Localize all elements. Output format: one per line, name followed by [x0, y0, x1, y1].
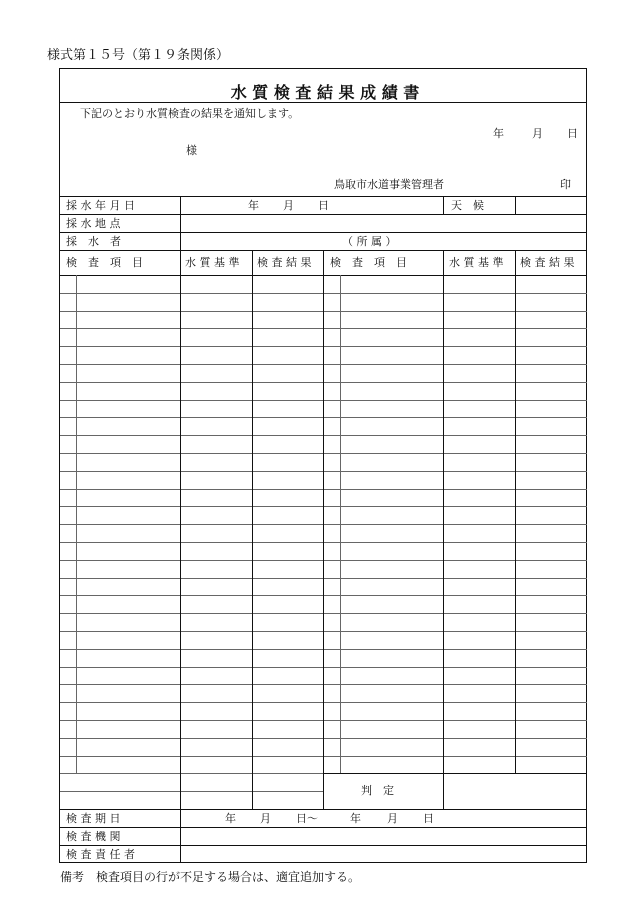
judgment-label: 判 定 [361, 784, 394, 797]
notice-intro: 下記のとおり水質検査の結果を通知します。 [80, 107, 300, 120]
table-column-line [515, 250, 516, 275]
row-number-column-line [340, 275, 341, 773]
form-number: 様式第１５号（第１９条関係） [47, 48, 230, 63]
col-header-item-right: 検 査 項 目 [330, 256, 407, 269]
table-center-divider [323, 250, 324, 809]
row-line [60, 827, 587, 828]
table-column-line [180, 250, 181, 809]
inspection-period-label: 検 査 期 日 [66, 812, 121, 825]
period-month-end: 月 [387, 812, 398, 825]
table-column-line [252, 250, 253, 809]
document-title: 水 質 検 査 結 果 成 績 書 [230, 83, 420, 102]
title-divider [60, 102, 587, 103]
row-line [60, 214, 587, 215]
inspection-top-line [60, 809, 587, 810]
inspection-agency-label: 検 査 機 関 [66, 830, 121, 843]
weather-divider [443, 196, 444, 214]
weather-label: 天 候 [451, 199, 484, 212]
table-column-line [515, 275, 516, 773]
footnote: 備考 検査項目の行が不足する場合は、適宜追加する。 [60, 870, 361, 884]
table-row-line [60, 773, 324, 774]
sampler-label: 採 水 者 [66, 235, 121, 248]
period-year-end: 年 [350, 812, 361, 825]
sampling-date-month: 月 [283, 199, 294, 212]
notice-date-month: 月 [532, 127, 543, 140]
table-column-line [443, 250, 444, 275]
sampling-date-day: 日 [318, 199, 329, 212]
table-row-line [60, 791, 324, 792]
sampler-affiliation: （ 所 属 ） [342, 235, 397, 248]
issuer-name: 鳥取市水道事業管理者 [334, 178, 444, 191]
weather-divider [515, 196, 516, 214]
notice-date-year: 年 [493, 127, 504, 140]
seal-mark: 印 [560, 178, 571, 191]
row-number-column-line [76, 275, 77, 773]
sampling-location-label: 採 水 地 点 [66, 217, 121, 230]
addressee-suffix: 様 [186, 144, 197, 157]
col-header-result-right: 検 査 結 果 [520, 256, 575, 269]
col-header-item-left: 検 査 項 目 [66, 256, 143, 269]
period-day-start: 日～ [296, 812, 318, 825]
sampling-date-label: 採 水 年 月 日 [66, 199, 135, 212]
inspection-manager-label: 検 査 責 任 者 [66, 848, 135, 861]
row-line [60, 845, 587, 846]
period-month-start: 月 [260, 812, 271, 825]
sampling-date-year: 年 [248, 199, 259, 212]
col-header-standard-left: 水 質 基 準 [185, 256, 240, 269]
col-header-result-left: 検 査 結 果 [257, 256, 312, 269]
sampling-top-line [60, 196, 587, 197]
label-column-line [180, 196, 181, 250]
label-column-line [180, 809, 181, 863]
period-day-end: 日 [423, 812, 434, 825]
period-year-start: 年 [225, 812, 236, 825]
row-line [60, 232, 587, 233]
table-column-line [443, 275, 444, 809]
notice-date-day: 日 [567, 127, 578, 140]
judgment-box-line [324, 773, 587, 774]
col-header-standard-right: 水 質 基 準 [449, 256, 504, 269]
